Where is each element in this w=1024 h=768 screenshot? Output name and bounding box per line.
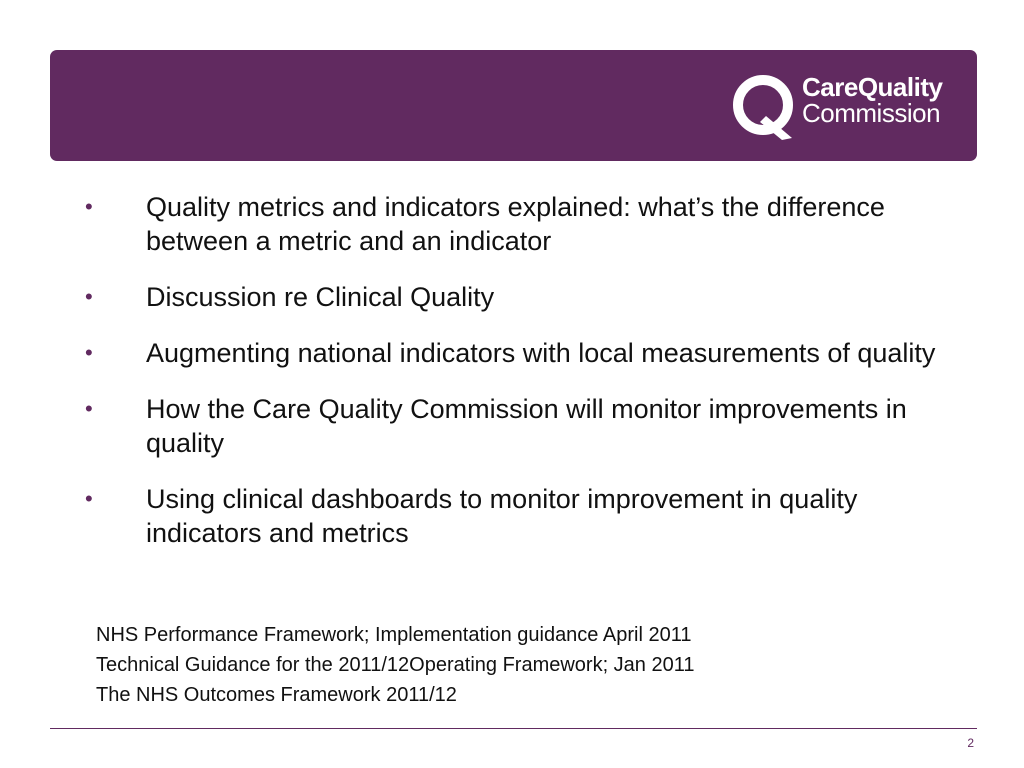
agenda-bullet-item bbox=[85, 190, 975, 258]
agenda-bullet-item bbox=[85, 392, 975, 460]
bullet-icon: • bbox=[85, 340, 93, 365]
agenda-bullet-text: Using clinical dashboards to monitor improvement in quality indicators and metrics bbox=[146, 484, 858, 548]
agenda-bullet-item bbox=[85, 482, 975, 550]
cqc-logo bbox=[730, 70, 960, 144]
logo-wordmark-line2: Commission bbox=[802, 98, 941, 128]
footer-divider bbox=[50, 728, 977, 729]
reference-line: Technical Guidance for the 2011/12Operating Framework; Jan 2011 bbox=[96, 654, 695, 676]
agenda-bullet-text: Discussion re Clinical Quality bbox=[146, 282, 495, 312]
logo-wordmark-line1: CareQuality bbox=[802, 72, 943, 102]
bullet-icon: • bbox=[85, 284, 93, 309]
reference-line: The NHS Outcomes Framework 2011/12 bbox=[96, 684, 457, 706]
agenda-bullet-item bbox=[85, 280, 975, 314]
reference-line: NHS Performance Framework; Implementation guidance April 2011 bbox=[96, 624, 692, 646]
bullet-icon: • bbox=[85, 396, 93, 421]
agenda-bullet-item bbox=[85, 336, 975, 370]
logo-wordmark bbox=[802, 74, 942, 126]
agenda-bullet-text: Quality metrics and indicators explained: what’s the difference between a metric and an indicator bbox=[146, 192, 885, 256]
reference-list bbox=[96, 620, 695, 710]
page-number: 2 bbox=[967, 736, 974, 750]
cqc-q-logo-icon bbox=[730, 72, 800, 142]
bullet-icon: • bbox=[85, 486, 93, 511]
bullet-icon: • bbox=[85, 194, 93, 219]
agenda-bullet-text: Augmenting national indicators with local measurements of quality bbox=[146, 338, 936, 368]
agenda-bullet-list bbox=[85, 190, 975, 572]
agenda-bullet-text: How the Care Quality Commission will monitor improvements in quality bbox=[146, 394, 907, 458]
